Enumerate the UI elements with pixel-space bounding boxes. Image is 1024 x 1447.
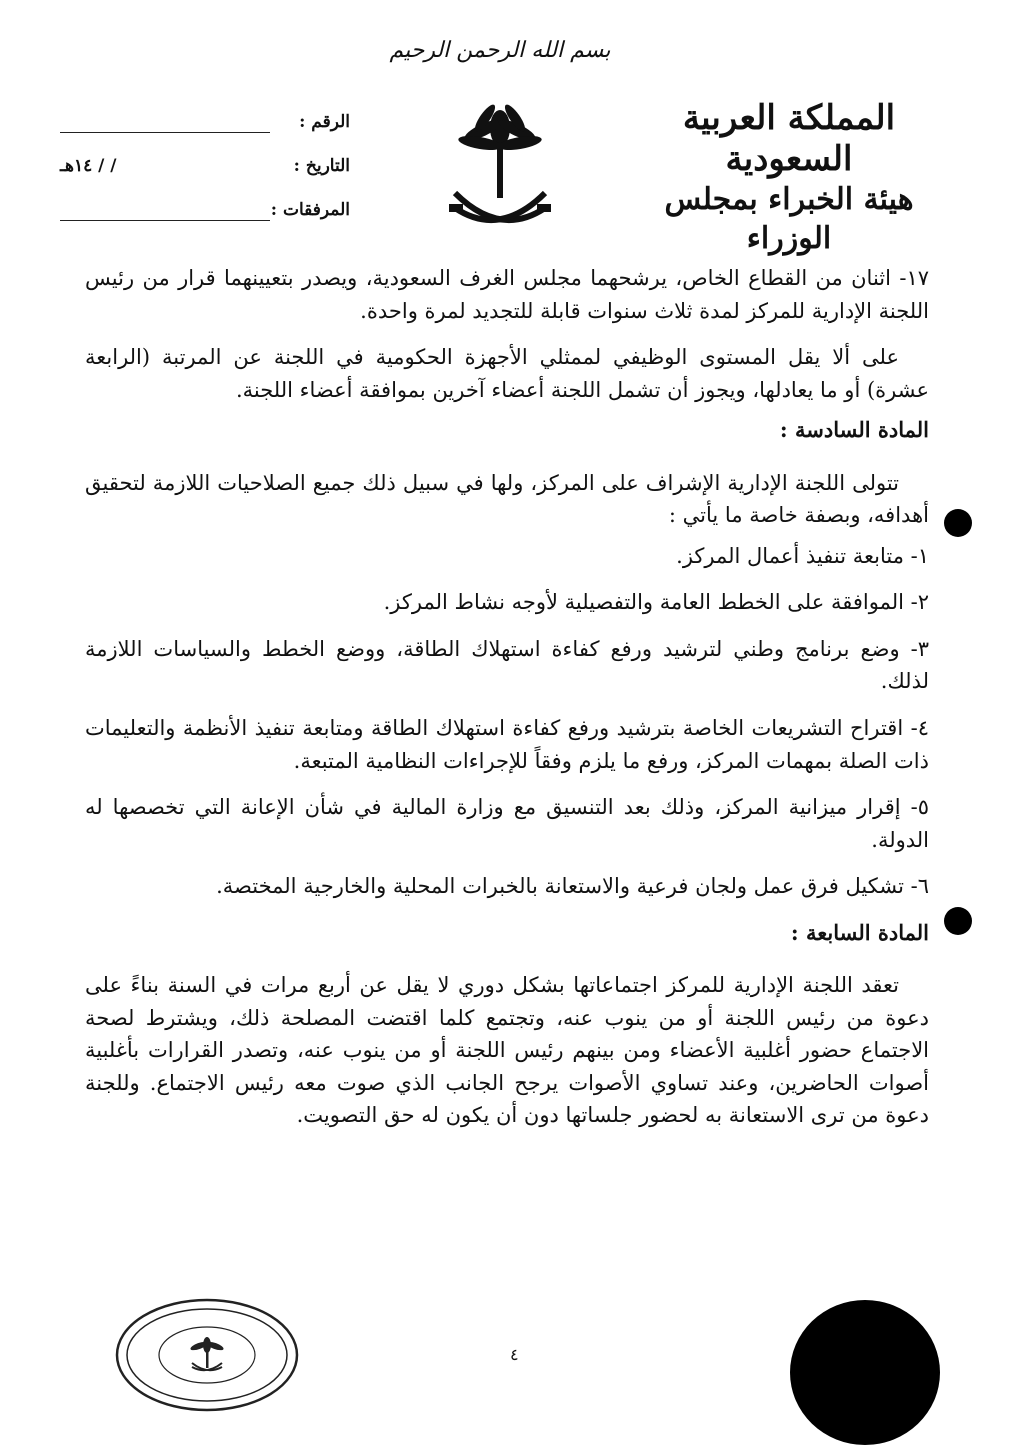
article-6-item: ٢- الموافقة على الخطط العامة والتفصيلية لأوجه نشاط المركز. xyxy=(383,590,929,615)
article-6-item: ٣- وضع برنامج وطني لترشيد ورفع كفاءة استهلاك الطاقة، ووضع الخطط والسياسات اللازمة لذلك. xyxy=(85,636,929,694)
date-value: / / ١٤هـ xyxy=(60,156,117,176)
date-label: التاريخ : xyxy=(293,156,350,176)
item-17: ١٧- اثنان من القطاع الخاص، يرشحهما مجلس الغرف السعودية، ويصدر بتعيينهما قرار من رئيس اللجنة الإدارية للمركز لمدة ثلاث سنوات قابلة للتجديد لمرة واحدة. xyxy=(85,266,929,323)
date-row xyxy=(60,156,350,200)
document-meta xyxy=(60,112,350,244)
article-6-item: ٥- إقرار ميزانية المركز، وذلك بعد التنسيق مع وزارة المالية في شأن الإعانة التي تخصصها له الدولة. xyxy=(85,795,929,852)
article-6-item: ١- متابعة تنفيذ أعمال المركز. xyxy=(676,543,929,568)
org-name-line1: المملكة العربية السعودية xyxy=(682,98,896,179)
ref-line xyxy=(60,132,270,133)
ref-row xyxy=(60,112,350,156)
article-6-item: ٦- تشكيل فرق عمل ولجان فرعية والاستعانة بالخبرات المحلية والخارجية المختصة. xyxy=(216,874,929,899)
article-7-text: تعقد اللجنة الإدارية للمركز اجتماعاتها بشكل دوري لا يقل عن أربع مرات في السنة بناءً على دعوة من رئيس اللجنة أو من ينوب عنه، وتجتمع كلما اقتضت المصلحة ذلك، ويشترط لصحة الاجتماع حضور أغلبية الأعضاء ومن بينهم رئيس اللجنة أو من ينوب عنه، وتصدر القرارات بأغلبية أصوات الحاضرين، وعند تساوي الأصوات يرجح الجانب الذي صوت معه رئيس الاجتماع. وللجنة دعوة من ترى الاستعانة به لحضور جلساتها دون أن يكون له حق التصويت. xyxy=(85,973,929,1128)
article-6-item: ٤- اقتراح التشريعات الخاصة بترشيد ورفع كفاءة استهلاك الطاقة ومتابعة تنفيذ الأنظمة والتعليمات ذات الصلة بمهمات المركز، ورفع ما يلزم وفقاً للإجراءات النظامية المتبعة. xyxy=(85,716,929,773)
attachments-label: المرفقات : xyxy=(270,200,350,220)
basmala: بسم الله الرحمن الرحيم xyxy=(389,38,611,63)
document-body xyxy=(85,262,929,1140)
article-6-intro: تتولى اللجنة الإدارية الإشراف على المركز، ولها في سبيل ذلك جميع الصلاحيات اللازمة لتحقيق أهدافه، وبصفة خاصة ما يأتي : xyxy=(85,470,929,528)
ref-label: الرقم : xyxy=(299,112,350,132)
official-stamp-icon xyxy=(112,1295,302,1415)
attachments-line xyxy=(60,220,270,221)
article-7-heading: المادة السابعة : xyxy=(790,919,929,945)
article-6-heading: المادة السادسة : xyxy=(779,417,929,443)
palm-swords-emblem-icon xyxy=(445,98,555,248)
page-number: ٤ xyxy=(510,1345,519,1364)
punch-hole xyxy=(944,907,972,935)
org-name-line2: هيئة الخبراء بمجلس الوزراء xyxy=(664,181,914,256)
level-paragraph: على ألا يقل المستوى الوظيفي لممثلي الأجهزة الحكومية في اللجنة عن المرتبة (الرابعة عشرة) أو ما يعادلها، ويجوز أن تشمل اللجنة أعضاء آخرين بموافقة أعضاء اللجنة. xyxy=(85,345,929,402)
attachments-row xyxy=(60,200,350,244)
organization-header xyxy=(624,98,954,258)
redaction-mark xyxy=(790,1300,940,1445)
punch-hole xyxy=(944,509,972,537)
